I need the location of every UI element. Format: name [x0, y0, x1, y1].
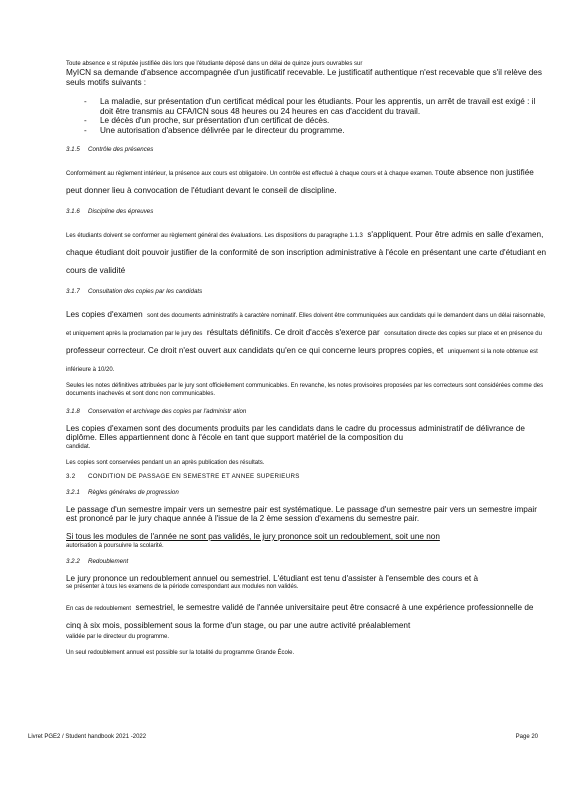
- section-number: 3.2.1: [66, 488, 80, 496]
- paragraph-conservation: Les copies d'examen sont des documents produits par les candidats dans le cadre du processus administratif de délivrance de diplôme. Elles appartiennent donc à l'école en tant que support matériel de la composition du: [66, 423, 525, 443]
- section-number: 3.1.6: [66, 207, 80, 215]
- paragraph-modules-non-valides: Si tous les modules de l'année ne sont pas validés, le jury prononce soit un redoublement, soit une non: [66, 531, 440, 541]
- paragraph-redoublement: Le jury prononce un redoublement annuel ou semestriel. L'étudiant est tenu d'assister à l'ensemble des cours et à: [66, 573, 479, 583]
- list-item: - Le décès d'un proche, sur présentation d'un certificat de décès.: [84, 116, 548, 126]
- paragraph-body-text: résultats définitifs. Ce droit d'accès s'exerce par: [206, 327, 380, 337]
- absence-intro-small: Toute absence e st réputée justifiée dès lors que l'étudiante déposé dans un délai de quinze jours ouvrables sur: [66, 61, 363, 67]
- paragraph-body-text: professeur correcteur. Ce droit n'est ouvert aux candidats qu'en ce qui concerne leurs propres copies, et: [66, 345, 444, 355]
- section-heading-3-2-2: [66, 558, 548, 566]
- section-number: 3.1.7: [66, 287, 80, 295]
- section-title: Redoublement: [88, 557, 129, 565]
- paragraph-small-text: sont des documents administratifs à caractère nominatif. Elles doivent être communiquées aux candidats qui le demandent dans un délai raisonnable, et uniquement après la proclamation par le jury des: [66, 312, 546, 337]
- section-heading-3-1-5: [66, 146, 548, 154]
- paragraph-small-text: uniquement si la note obtenue est inférieure à 10/20.: [66, 348, 538, 373]
- footer-page-number: Page 20: [515, 734, 538, 740]
- absence-intro-body: MyICN sa demande d'absence accompagnée d'un justificatif recevable. Le justificatif authentique n'est recevable que s'il relève des seuls motifs suivants :: [66, 68, 542, 87]
- paragraph-candidat: candidat.: [66, 443, 91, 450]
- paragraph-notes-definitives: Seules les notes définitives attribuées par le jury sont officiellement communicables. En revanche, les notes provisoires proposées par les correcteurs sont considérées comme des documents inachevés et sont donc non communicables.: [66, 382, 544, 397]
- section-heading-3-2-1: [66, 489, 548, 497]
- section-heading-3-1-8: [66, 408, 548, 416]
- paragraph-body-text: semestriel, le semestre validé de l'année universitaire peut être consacré à une expérience professionnelle de cinq à six mois, possiblement sous la forme d'un stage, ou par une autre activité préalablement: [66, 603, 534, 631]
- paragraph-small-text: En cas de redoublement: [66, 606, 132, 613]
- paragraph-body-text: s'appliquent. Pour être admis en salle d'examen, chaque étudiant doit pouvoir justifier de la conformité de son inscription administrative à l'école en présentant une carte d'étudiant en cours de validité: [66, 229, 547, 275]
- paragraph-copies-conservees: Les copies sont conservées pendant un an après publication des résultats.: [66, 459, 265, 466]
- section-number: 3.2.2: [66, 557, 80, 565]
- paragraph-body-text: Les copies d'examen: [66, 309, 143, 319]
- paragraph-passage: Le passage d'un semestre impair vers un semestre pair est systématique. Le passage d'un semestre pair vers un semestre impair est prononcé par le jury chaque année à l'issue de la 2 ème session d'examens du semestre pair.: [66, 504, 537, 524]
- section-title: Contrôle des présences: [88, 145, 154, 153]
- paragraph-examens: se présenter à tous les examens de la période correspondant aux modules non validés.: [66, 584, 299, 591]
- section-heading-3-1-7: [66, 288, 548, 296]
- section-heading-3-2: [66, 473, 548, 481]
- paragraph-small-text: Les étudiants doivent se conformer au règlement général des évaluations. Les dispositions du paragraphe 1.1.3: [66, 232, 363, 239]
- paragraph-consultation: [66, 304, 548, 376]
- paragraph-small-text: consultation directe des copies sur place et en présence du: [384, 330, 542, 337]
- section-title: Conservation et archivage des copies par l'administr ation: [88, 407, 247, 415]
- paragraph-presences: [66, 162, 548, 198]
- section-number: 3.2: [66, 472, 76, 480]
- section-title: Règles générales de progression: [88, 488, 179, 496]
- page-footer: [28, 734, 538, 740]
- paragraph-validee: validée par le directeur du programme.: [66, 634, 170, 641]
- paragraph-un-seul-redoublement: Un seul redoublement annuel est possible sur la totalité du programme Grande École.: [66, 650, 295, 657]
- paragraph-body-text: oute absence non justifiée peut donner lieu à convocation de l'étudiant devant le conseil de discipline.: [66, 167, 534, 195]
- paragraph-redoublement-semestriel: [66, 597, 548, 633]
- list-item: - La maladie, sur présentation d'un certificat médical pour les étudiants. Pour les apprentis, un arrêt de travail est exigé : il doit être transmis au CFA/ICN sous 48 heures ou 24 heures en cas d'accident du travail.: [84, 97, 548, 116]
- section-title: Consultation des copies par les candidats: [88, 287, 203, 295]
- paragraph-small-text: Conformément au règlement intérieur, la présence aux cours est obligatoire. Un contrôle est effectué à chaque cours et à chaque examen. T: [66, 170, 439, 177]
- footer-handbook-label: Livret PGE2 / Student handbook 2021 -2022: [28, 734, 147, 740]
- section-heading-3-1-6: [66, 208, 548, 216]
- paragraph-autorisation: autorisation à poursuivre la scolarité.: [66, 542, 164, 549]
- section-number: 3.1.8: [66, 407, 80, 415]
- list-item: - Une autorisation d'absence délivrée par le directeur du programme.: [84, 126, 548, 136]
- paragraph-discipline: [66, 224, 548, 278]
- absence-reasons-list: [84, 97, 548, 135]
- page-content: [66, 60, 548, 657]
- section-title: Discipline des épreuves: [88, 207, 154, 215]
- section-title: CONDITION DE PASSAGE EN SEMESTRE ET ANNEE SUPERIEURS: [88, 472, 300, 480]
- section-number: 3.1.5: [66, 145, 80, 153]
